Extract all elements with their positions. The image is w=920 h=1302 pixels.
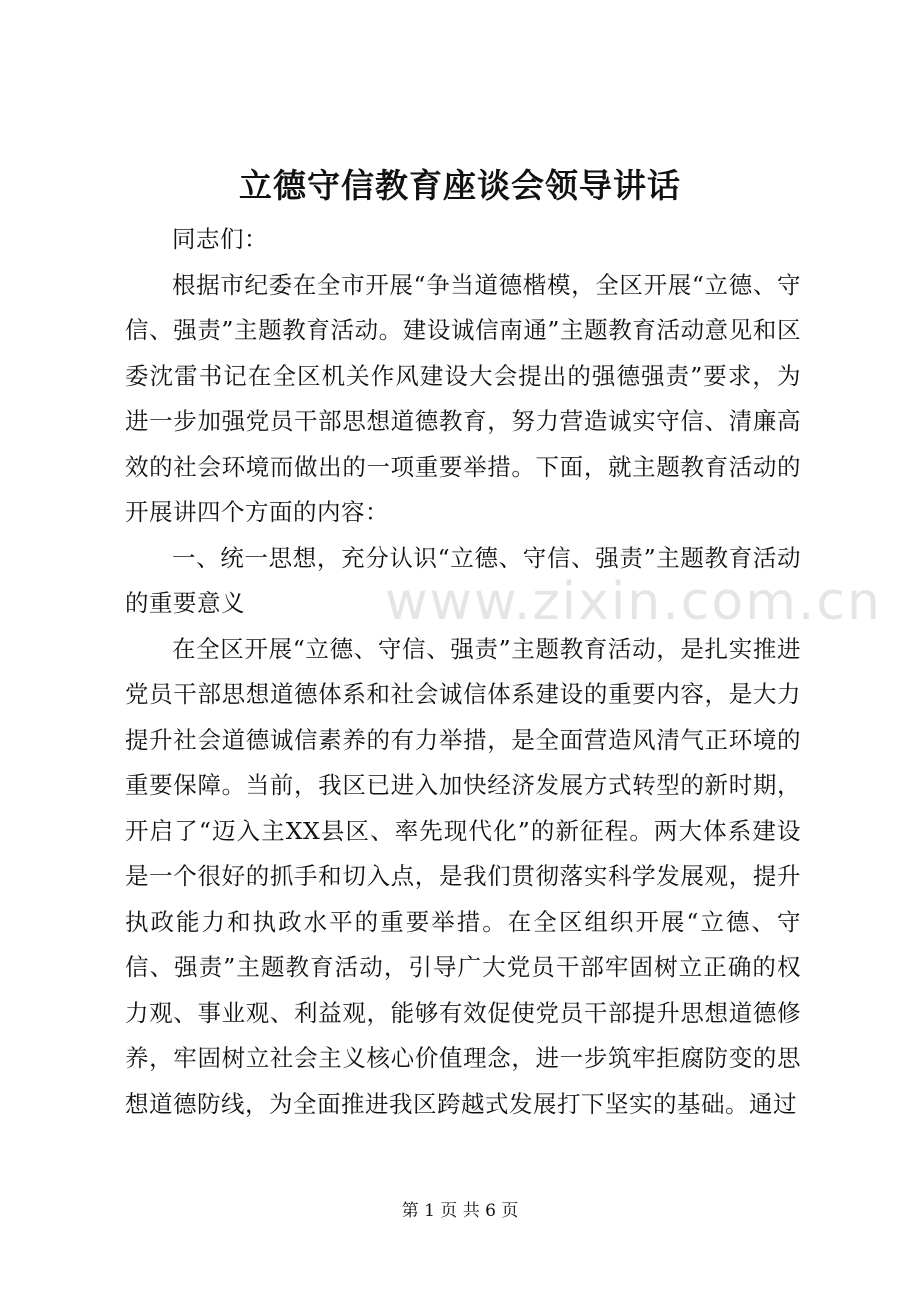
section-heading-1: 一、统一思想，充分认识“立德、守信、强责”主题教育活动的重要意义 [125, 543, 801, 617]
document-title: 立德守信教育座谈会领导讲话 [239, 166, 681, 205]
document-body [125, 217, 801, 1127]
salutation-paragraph: 同志们： [172, 225, 268, 253]
site-watermark: www.zixin.com.cn [385, 572, 882, 632]
intro-paragraph: 根据市纪委在全市开展“争当道德楷模，全区开展“立德、守信、强责”主题教育活动。建设诚信南通”主题教育活动意见和区委沈雷书记在全区机关作风建设大会提出的强德强责”要求，为进一步加强党员干部思想道德教育，努力营造诚实守信、清廉高效的社会环境而做出的一项重要举措。下面，就主题教育活动的开展讲四个方面的内容： [125, 270, 801, 526]
body-paragraph: 在全区开展“立德、守信、强责”主题教育活动，是扎实推进党员干部思想道德体系和社会诚信体系建设的重要内容，是大力提升社会道德诚信素养的有力举措，是全面营造风清气正环境的重要保障。当前，我区已进入加快经济发展方式转型的新时期，开启了“迈入主XX县区、率先现代化”的新征程。两大体系建设是一个很好的抓手和切入点，是我们贯彻落实科学发展观，提升执政能力和执政水平的重要举措。在全区组织开展“立德、守信、强责”主题教育活动，引导广大党员干部牢固树立正确的权力观、事业观、利益观，能够有效促使党员干部提升思想道德修养，牢固树立社会主义核心价值理念，进一步筑牢拒腐防变的思想道德防线，为全面推进我区跨越式发展打下坚实的基础。通过 [125, 634, 801, 1118]
page-footer: 第 1 页 共 6 页 [401, 1201, 519, 1221]
